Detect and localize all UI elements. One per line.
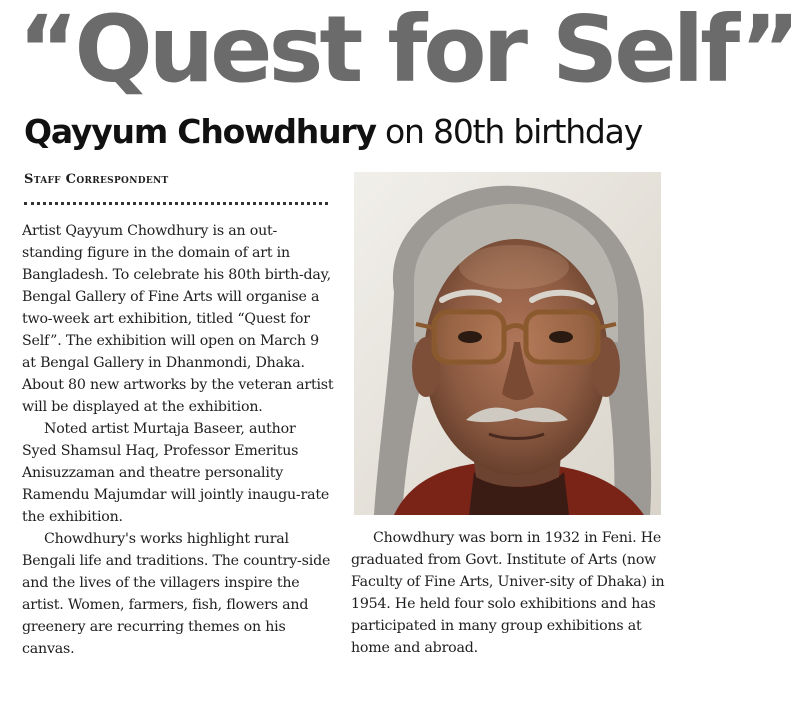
subhead-occasion: on 80th birthday <box>375 112 643 151</box>
paragraph-2: Noted artist Murtaja Baseer, author Syed Shamsul Haq, Professor Emeritus Anisuzzaman and theatre personality Ramendu Majumdar will jointly inaugu-rate the exhibition. <box>22 421 330 525</box>
subhead-artist-name: Qayyum Chowdhury <box>24 112 376 151</box>
left-column <box>22 220 334 660</box>
paragraph-1: Artist Qayyum Chowdhury is an out-standing figure in the domain of art in Bangladesh. To celebrate his 80th birth-day, Bengal Gallery of Fine Arts will organise a two-week art exhibition, titled “Quest for Self”. The exhibition will open on March 9 at Bengal Gallery in Dhanmondi, Dhaka. About 80 new artworks by the veteran artist will be displayed at the exhibition. <box>22 223 334 415</box>
right-column <box>351 527 671 659</box>
byline: Staff Correspondent <box>24 172 169 187</box>
artist-portrait-photo <box>354 172 661 515</box>
headline: “Quest for Self” <box>18 0 797 103</box>
dotted-divider <box>24 202 328 205</box>
subheadline <box>24 106 694 158</box>
paragraph-3: Chowdhury's works highlight rural Bengali life and traditions. The country-side and the lives of the villagers inspire the artist. Women, farmers, fish, flowers and greenery are recurring themes on his canvas. <box>22 531 331 657</box>
paragraph-4: Chowdhury was born in 1932 in Feni. He graduated from Govt. Institute of Arts (now Faculty of Fine Arts, Univer-sity of Dhaka) in 1954. He held four solo exhibitions and has participated in many group exhibitions at home and abroad. <box>351 530 665 656</box>
